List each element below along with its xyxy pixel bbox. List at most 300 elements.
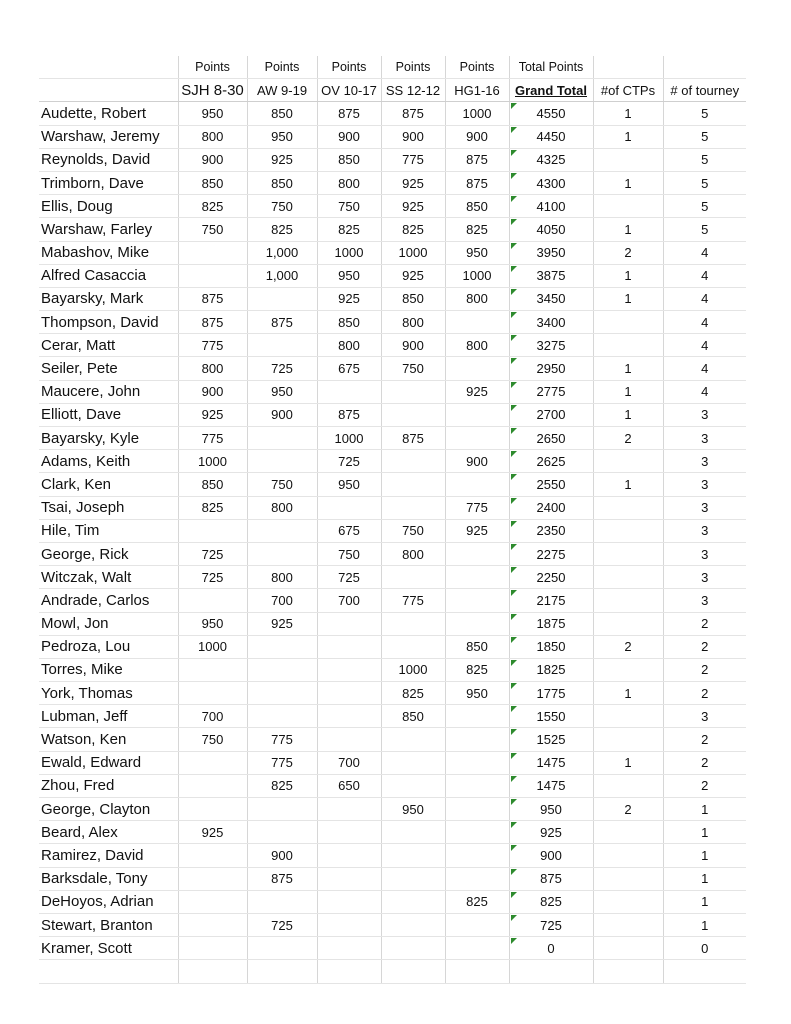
player-name-cell[interactable]: Barksdale, Tony bbox=[39, 867, 178, 890]
ov-points-cell[interactable] bbox=[317, 380, 381, 403]
ss-points-cell[interactable]: 750 bbox=[381, 519, 445, 542]
tourney-count-cell[interactable]: 1 bbox=[663, 844, 746, 867]
grand-total-cell[interactable]: 2550 bbox=[509, 473, 593, 496]
player-name-cell[interactable]: Zhou, Fred bbox=[39, 774, 178, 797]
grand-total-cell[interactable]: 1475 bbox=[509, 751, 593, 774]
aw-points-cell[interactable] bbox=[247, 287, 317, 310]
ov-points-cell[interactable]: 925 bbox=[317, 287, 381, 310]
hg-points-cell[interactable]: 825 bbox=[445, 890, 509, 913]
player-name-cell[interactable]: Bayarsky, Mark bbox=[39, 287, 178, 310]
grand-total-cell[interactable]: 4325 bbox=[509, 148, 593, 171]
grand-total-cell[interactable]: 2350 bbox=[509, 519, 593, 542]
aw-points-cell[interactable]: 800 bbox=[247, 496, 317, 519]
hg-points-cell[interactable] bbox=[445, 427, 509, 450]
ctp-count-cell[interactable] bbox=[593, 334, 663, 357]
aw-points-cell[interactable] bbox=[247, 705, 317, 728]
ov-points-cell[interactable]: 875 bbox=[317, 102, 381, 125]
ss-points-cell[interactable]: 775 bbox=[381, 148, 445, 171]
grand-total-cell[interactable]: 900 bbox=[509, 844, 593, 867]
ss-points-cell[interactable] bbox=[381, 635, 445, 658]
sjh-points-cell[interactable] bbox=[178, 798, 247, 821]
tourney-count-cell[interactable]: 5 bbox=[663, 171, 746, 194]
ctp-count-cell[interactable] bbox=[593, 913, 663, 936]
ov-points-cell[interactable]: 875 bbox=[317, 403, 381, 426]
player-name-cell[interactable]: Adams, Keith bbox=[39, 450, 178, 473]
ctp-count-cell[interactable]: 2 bbox=[593, 241, 663, 264]
empty-cell[interactable] bbox=[663, 960, 746, 983]
ss-points-cell[interactable]: 1000 bbox=[381, 241, 445, 264]
ov-points-cell[interactable] bbox=[317, 913, 381, 936]
ctp-count-cell[interactable]: 1 bbox=[593, 380, 663, 403]
hg-points-cell[interactable] bbox=[445, 913, 509, 936]
aw-points-cell[interactable]: 1,000 bbox=[247, 264, 317, 287]
aw-points-cell[interactable] bbox=[247, 798, 317, 821]
ctp-count-cell[interactable]: 2 bbox=[593, 427, 663, 450]
ov-points-cell[interactable] bbox=[317, 682, 381, 705]
header-points-cell[interactable]: Points bbox=[381, 56, 445, 79]
ss-points-cell[interactable] bbox=[381, 473, 445, 496]
sjh-points-cell[interactable] bbox=[178, 589, 247, 612]
aw-points-cell[interactable]: 950 bbox=[247, 380, 317, 403]
hg-points-cell[interactable]: 900 bbox=[445, 450, 509, 473]
grand-total-cell[interactable]: 950 bbox=[509, 798, 593, 821]
empty-cell[interactable] bbox=[593, 960, 663, 983]
tourney-count-cell[interactable]: 4 bbox=[663, 357, 746, 380]
hg-points-cell[interactable]: 850 bbox=[445, 195, 509, 218]
player-name-cell[interactable]: George, Clayton bbox=[39, 798, 178, 821]
player-name-cell[interactable]: Reynolds, David bbox=[39, 148, 178, 171]
hg-points-cell[interactable] bbox=[445, 751, 509, 774]
player-name-cell[interactable]: Ewald, Edward bbox=[39, 751, 178, 774]
grand-total-cell[interactable]: 3275 bbox=[509, 334, 593, 357]
hg-points-cell[interactable] bbox=[445, 867, 509, 890]
ov-points-cell[interactable] bbox=[317, 635, 381, 658]
column-header-ctp-count[interactable]: #of CTPs bbox=[593, 79, 663, 102]
ss-points-cell[interactable]: 750 bbox=[381, 357, 445, 380]
tourney-count-cell[interactable]: 5 bbox=[663, 148, 746, 171]
ss-points-cell[interactable] bbox=[381, 728, 445, 751]
aw-points-cell[interactable]: 700 bbox=[247, 589, 317, 612]
ov-points-cell[interactable] bbox=[317, 496, 381, 519]
player-name-cell[interactable]: Elliott, Dave bbox=[39, 403, 178, 426]
tourney-count-cell[interactable]: 3 bbox=[663, 473, 746, 496]
ctp-count-cell[interactable]: 1 bbox=[593, 682, 663, 705]
grand-total-cell[interactable]: 825 bbox=[509, 890, 593, 913]
player-name-cell[interactable]: DeHoyos, Adrian bbox=[39, 890, 178, 913]
hg-points-cell[interactable] bbox=[445, 589, 509, 612]
ss-points-cell[interactable] bbox=[381, 566, 445, 589]
tourney-count-cell[interactable]: 4 bbox=[663, 241, 746, 264]
grand-total-cell[interactable]: 1825 bbox=[509, 658, 593, 681]
hg-points-cell[interactable] bbox=[445, 542, 509, 565]
aw-points-cell[interactable]: 800 bbox=[247, 566, 317, 589]
sjh-points-cell[interactable]: 950 bbox=[178, 612, 247, 635]
ss-points-cell[interactable] bbox=[381, 774, 445, 797]
empty-cell[interactable] bbox=[317, 960, 381, 983]
grand-total-cell[interactable]: 2275 bbox=[509, 542, 593, 565]
grand-total-cell[interactable]: 2400 bbox=[509, 496, 593, 519]
tourney-count-cell[interactable]: 4 bbox=[663, 287, 746, 310]
grand-total-cell[interactable]: 725 bbox=[509, 913, 593, 936]
hg-points-cell[interactable] bbox=[445, 473, 509, 496]
ss-points-cell[interactable] bbox=[381, 612, 445, 635]
tourney-count-cell[interactable]: 2 bbox=[663, 774, 746, 797]
ss-points-cell[interactable] bbox=[381, 821, 445, 844]
grand-total-cell[interactable]: 1775 bbox=[509, 682, 593, 705]
ov-points-cell[interactable]: 850 bbox=[317, 148, 381, 171]
player-name-cell[interactable]: Trimborn, Dave bbox=[39, 171, 178, 194]
player-name-cell[interactable]: Lubman, Jeff bbox=[39, 705, 178, 728]
tourney-count-cell[interactable]: 1 bbox=[663, 821, 746, 844]
ctp-count-cell[interactable] bbox=[593, 542, 663, 565]
sjh-points-cell[interactable]: 825 bbox=[178, 195, 247, 218]
sjh-points-cell[interactable] bbox=[178, 751, 247, 774]
ss-points-cell[interactable]: 800 bbox=[381, 542, 445, 565]
aw-points-cell[interactable]: 825 bbox=[247, 774, 317, 797]
ctp-count-cell[interactable]: 1 bbox=[593, 102, 663, 125]
hg-points-cell[interactable] bbox=[445, 705, 509, 728]
hg-points-cell[interactable] bbox=[445, 566, 509, 589]
grand-total-cell[interactable]: 2950 bbox=[509, 357, 593, 380]
player-name-cell[interactable]: Torres, Mike bbox=[39, 658, 178, 681]
ctp-count-cell[interactable] bbox=[593, 589, 663, 612]
sjh-points-cell[interactable]: 900 bbox=[178, 380, 247, 403]
sjh-points-cell[interactable]: 775 bbox=[178, 427, 247, 450]
aw-points-cell[interactable]: 825 bbox=[247, 218, 317, 241]
ctp-count-cell[interactable] bbox=[593, 774, 663, 797]
hg-points-cell[interactable]: 1000 bbox=[445, 102, 509, 125]
header-points-cell[interactable]: Points bbox=[247, 56, 317, 79]
ss-points-cell[interactable] bbox=[381, 496, 445, 519]
sjh-points-cell[interactable] bbox=[178, 867, 247, 890]
aw-points-cell[interactable] bbox=[247, 450, 317, 473]
grand-total-cell[interactable]: 1850 bbox=[509, 635, 593, 658]
ss-points-cell[interactable]: 925 bbox=[381, 264, 445, 287]
hg-points-cell[interactable]: 850 bbox=[445, 635, 509, 658]
tourney-count-cell[interactable]: 4 bbox=[663, 311, 746, 334]
tourney-count-cell[interactable]: 3 bbox=[663, 450, 746, 473]
sjh-points-cell[interactable]: 825 bbox=[178, 496, 247, 519]
sjh-points-cell[interactable]: 700 bbox=[178, 705, 247, 728]
sjh-points-cell[interactable] bbox=[178, 519, 247, 542]
tourney-count-cell[interactable]: 2 bbox=[663, 635, 746, 658]
sjh-points-cell[interactable] bbox=[178, 890, 247, 913]
grand-total-cell[interactable]: 3400 bbox=[509, 311, 593, 334]
ss-points-cell[interactable] bbox=[381, 751, 445, 774]
aw-points-cell[interactable]: 875 bbox=[247, 311, 317, 334]
sjh-points-cell[interactable]: 850 bbox=[178, 473, 247, 496]
ov-points-cell[interactable]: 800 bbox=[317, 171, 381, 194]
player-name-cell[interactable]: Thompson, David bbox=[39, 311, 178, 334]
ss-points-cell[interactable]: 850 bbox=[381, 287, 445, 310]
aw-points-cell[interactable] bbox=[247, 542, 317, 565]
aw-points-cell[interactable]: 925 bbox=[247, 612, 317, 635]
grand-total-cell[interactable]: 2650 bbox=[509, 427, 593, 450]
hg-points-cell[interactable]: 950 bbox=[445, 682, 509, 705]
hg-points-cell[interactable] bbox=[445, 798, 509, 821]
ctp-count-cell[interactable] bbox=[593, 844, 663, 867]
tourney-count-cell[interactable]: 2 bbox=[663, 658, 746, 681]
player-name-cell[interactable]: Mabashov, Mike bbox=[39, 241, 178, 264]
column-header-aw-points[interactable]: AW 9-19 bbox=[247, 79, 317, 102]
player-name-cell[interactable]: Bayarsky, Kyle bbox=[39, 427, 178, 450]
tourney-count-cell[interactable]: 2 bbox=[663, 751, 746, 774]
player-name-cell[interactable]: Warshaw, Farley bbox=[39, 218, 178, 241]
column-header-sjh-points[interactable]: SJH 8-30 bbox=[178, 79, 247, 102]
sjh-points-cell[interactable]: 850 bbox=[178, 171, 247, 194]
grand-total-cell[interactable]: 4300 bbox=[509, 171, 593, 194]
column-header-hg-points[interactable]: HG1-16 bbox=[445, 79, 509, 102]
ov-points-cell[interactable]: 650 bbox=[317, 774, 381, 797]
aw-points-cell[interactable] bbox=[247, 682, 317, 705]
player-name-cell[interactable]: Stewart, Branton bbox=[39, 913, 178, 936]
sjh-points-cell[interactable]: 750 bbox=[178, 728, 247, 751]
ctp-count-cell[interactable] bbox=[593, 728, 663, 751]
sjh-points-cell[interactable]: 775 bbox=[178, 334, 247, 357]
hg-points-cell[interactable] bbox=[445, 774, 509, 797]
tourney-count-cell[interactable]: 3 bbox=[663, 427, 746, 450]
grand-total-cell[interactable]: 2175 bbox=[509, 589, 593, 612]
grand-total-cell[interactable]: 1550 bbox=[509, 705, 593, 728]
aw-points-cell[interactable]: 875 bbox=[247, 867, 317, 890]
tourney-count-cell[interactable]: 3 bbox=[663, 589, 746, 612]
ov-points-cell[interactable]: 750 bbox=[317, 542, 381, 565]
header-points-cell[interactable]: Points bbox=[317, 56, 381, 79]
player-name-cell[interactable]: Watson, Ken bbox=[39, 728, 178, 751]
ss-points-cell[interactable]: 925 bbox=[381, 171, 445, 194]
ctp-count-cell[interactable]: 1 bbox=[593, 751, 663, 774]
grand-total-cell[interactable]: 875 bbox=[509, 867, 593, 890]
aw-points-cell[interactable] bbox=[247, 635, 317, 658]
grand-total-cell[interactable]: 925 bbox=[509, 821, 593, 844]
ov-points-cell[interactable]: 725 bbox=[317, 566, 381, 589]
ctp-count-cell[interactable] bbox=[593, 566, 663, 589]
sjh-points-cell[interactable] bbox=[178, 844, 247, 867]
hg-points-cell[interactable]: 775 bbox=[445, 496, 509, 519]
grand-total-cell[interactable]: 4450 bbox=[509, 125, 593, 148]
aw-points-cell[interactable]: 950 bbox=[247, 125, 317, 148]
ctp-count-cell[interactable]: 1 bbox=[593, 218, 663, 241]
aw-points-cell[interactable] bbox=[247, 519, 317, 542]
ov-points-cell[interactable]: 850 bbox=[317, 311, 381, 334]
player-name-cell[interactable]: Pedroza, Lou bbox=[39, 635, 178, 658]
ss-points-cell[interactable] bbox=[381, 890, 445, 913]
empty-cell[interactable] bbox=[178, 960, 247, 983]
player-name-cell[interactable]: Beard, Alex bbox=[39, 821, 178, 844]
ss-points-cell[interactable]: 925 bbox=[381, 195, 445, 218]
ss-points-cell[interactable]: 875 bbox=[381, 427, 445, 450]
hg-points-cell[interactable] bbox=[445, 357, 509, 380]
header-points-cell[interactable] bbox=[663, 56, 746, 79]
hg-points-cell[interactable]: 1000 bbox=[445, 264, 509, 287]
sjh-points-cell[interactable]: 750 bbox=[178, 218, 247, 241]
player-name-cell[interactable]: Mowl, Jon bbox=[39, 612, 178, 635]
ov-points-cell[interactable] bbox=[317, 867, 381, 890]
tourney-count-cell[interactable]: 5 bbox=[663, 125, 746, 148]
sjh-points-cell[interactable] bbox=[178, 682, 247, 705]
player-name-cell[interactable]: Andrade, Carlos bbox=[39, 589, 178, 612]
ctp-count-cell[interactable] bbox=[593, 937, 663, 960]
aw-points-cell[interactable]: 850 bbox=[247, 102, 317, 125]
aw-points-cell[interactable] bbox=[247, 821, 317, 844]
tourney-count-cell[interactable]: 1 bbox=[663, 890, 746, 913]
ctp-count-cell[interactable]: 1 bbox=[593, 264, 663, 287]
sjh-points-cell[interactable]: 900 bbox=[178, 148, 247, 171]
sjh-points-cell[interactable] bbox=[178, 913, 247, 936]
column-header-tourney-count[interactable]: # of tourney bbox=[663, 79, 746, 102]
sjh-points-cell[interactable] bbox=[178, 241, 247, 264]
header-points-cell[interactable]: Points bbox=[445, 56, 509, 79]
ov-points-cell[interactable] bbox=[317, 728, 381, 751]
grand-total-cell[interactable]: 0 bbox=[509, 937, 593, 960]
ov-points-cell[interactable]: 900 bbox=[317, 125, 381, 148]
ov-points-cell[interactable] bbox=[317, 844, 381, 867]
tourney-count-cell[interactable]: 4 bbox=[663, 264, 746, 287]
ss-points-cell[interactable]: 775 bbox=[381, 589, 445, 612]
hg-points-cell[interactable]: 800 bbox=[445, 334, 509, 357]
hg-points-cell[interactable] bbox=[445, 311, 509, 334]
sjh-points-cell[interactable]: 875 bbox=[178, 287, 247, 310]
tourney-count-cell[interactable]: 2 bbox=[663, 728, 746, 751]
aw-points-cell[interactable] bbox=[247, 658, 317, 681]
aw-points-cell[interactable]: 725 bbox=[247, 357, 317, 380]
ctp-count-cell[interactable] bbox=[593, 867, 663, 890]
ov-points-cell[interactable] bbox=[317, 705, 381, 728]
empty-cell[interactable] bbox=[445, 960, 509, 983]
ss-points-cell[interactable]: 950 bbox=[381, 798, 445, 821]
grand-total-cell[interactable]: 3875 bbox=[509, 264, 593, 287]
header-points-cell[interactable]: Total Points bbox=[509, 56, 593, 79]
ov-points-cell[interactable]: 675 bbox=[317, 357, 381, 380]
aw-points-cell[interactable]: 725 bbox=[247, 913, 317, 936]
hg-points-cell[interactable] bbox=[445, 403, 509, 426]
aw-points-cell[interactable] bbox=[247, 427, 317, 450]
ctp-count-cell[interactable] bbox=[593, 890, 663, 913]
ctp-count-cell[interactable] bbox=[593, 821, 663, 844]
grand-total-cell[interactable]: 3450 bbox=[509, 287, 593, 310]
hg-points-cell[interactable] bbox=[445, 821, 509, 844]
aw-points-cell[interactable]: 925 bbox=[247, 148, 317, 171]
ss-points-cell[interactable]: 900 bbox=[381, 125, 445, 148]
empty-cell[interactable] bbox=[39, 960, 178, 983]
grand-total-cell[interactable]: 2625 bbox=[509, 450, 593, 473]
ctp-count-cell[interactable] bbox=[593, 195, 663, 218]
ctp-count-cell[interactable] bbox=[593, 612, 663, 635]
ov-points-cell[interactable]: 750 bbox=[317, 195, 381, 218]
player-name-cell[interactable]: Ellis, Doug bbox=[39, 195, 178, 218]
hg-points-cell[interactable]: 950 bbox=[445, 241, 509, 264]
aw-points-cell[interactable]: 850 bbox=[247, 171, 317, 194]
player-name-cell[interactable]: Cerar, Matt bbox=[39, 334, 178, 357]
ov-points-cell[interactable] bbox=[317, 821, 381, 844]
aw-points-cell[interactable]: 775 bbox=[247, 728, 317, 751]
aw-points-cell[interactable] bbox=[247, 890, 317, 913]
tourney-count-cell[interactable]: 4 bbox=[663, 380, 746, 403]
ov-points-cell[interactable] bbox=[317, 798, 381, 821]
empty-cell[interactable] bbox=[381, 960, 445, 983]
tourney-count-cell[interactable]: 3 bbox=[663, 403, 746, 426]
ov-points-cell[interactable]: 725 bbox=[317, 450, 381, 473]
player-name-cell[interactable]: Clark, Ken bbox=[39, 473, 178, 496]
aw-points-cell[interactable]: 900 bbox=[247, 844, 317, 867]
sjh-points-cell[interactable]: 950 bbox=[178, 102, 247, 125]
header-points-cell[interactable] bbox=[593, 56, 663, 79]
tourney-count-cell[interactable]: 3 bbox=[663, 519, 746, 542]
ov-points-cell[interactable]: 700 bbox=[317, 589, 381, 612]
tourney-count-cell[interactable]: 5 bbox=[663, 195, 746, 218]
tourney-count-cell[interactable]: 5 bbox=[663, 218, 746, 241]
player-name-cell[interactable]: Witczak, Walt bbox=[39, 566, 178, 589]
ctp-count-cell[interactable]: 2 bbox=[593, 635, 663, 658]
ov-points-cell[interactable] bbox=[317, 658, 381, 681]
hg-points-cell[interactable] bbox=[445, 612, 509, 635]
ov-points-cell[interactable]: 950 bbox=[317, 264, 381, 287]
player-name-cell[interactable]: Seiler, Pete bbox=[39, 357, 178, 380]
hg-points-cell[interactable]: 875 bbox=[445, 148, 509, 171]
hg-points-cell[interactable]: 900 bbox=[445, 125, 509, 148]
ctp-count-cell[interactable]: 1 bbox=[593, 403, 663, 426]
hg-points-cell[interactable] bbox=[445, 728, 509, 751]
tourney-count-cell[interactable]: 3 bbox=[663, 705, 746, 728]
ss-points-cell[interactable]: 825 bbox=[381, 682, 445, 705]
ctp-count-cell[interactable] bbox=[593, 496, 663, 519]
tourney-count-cell[interactable]: 4 bbox=[663, 334, 746, 357]
grand-total-cell[interactable]: 4550 bbox=[509, 102, 593, 125]
sjh-points-cell[interactable] bbox=[178, 774, 247, 797]
tourney-count-cell[interactable]: 2 bbox=[663, 682, 746, 705]
player-name-cell[interactable]: Warshaw, Jeremy bbox=[39, 125, 178, 148]
tourney-count-cell[interactable]: 2 bbox=[663, 612, 746, 635]
hg-points-cell[interactable]: 825 bbox=[445, 658, 509, 681]
grand-total-cell[interactable]: 4100 bbox=[509, 195, 593, 218]
ctp-count-cell[interactable]: 1 bbox=[593, 125, 663, 148]
column-header-ss-points[interactable]: SS 12-12 bbox=[381, 79, 445, 102]
hg-points-cell[interactable] bbox=[445, 937, 509, 960]
hg-points-cell[interactable]: 925 bbox=[445, 380, 509, 403]
ss-points-cell[interactable]: 875 bbox=[381, 102, 445, 125]
player-name-cell[interactable]: George, Rick bbox=[39, 542, 178, 565]
tourney-count-cell[interactable]: 1 bbox=[663, 913, 746, 936]
aw-points-cell[interactable] bbox=[247, 334, 317, 357]
aw-points-cell[interactable] bbox=[247, 937, 317, 960]
sjh-points-cell[interactable]: 800 bbox=[178, 357, 247, 380]
ov-points-cell[interactable]: 825 bbox=[317, 218, 381, 241]
grand-total-cell[interactable]: 2700 bbox=[509, 403, 593, 426]
player-name-cell[interactable]: York, Thomas bbox=[39, 682, 178, 705]
tourney-count-cell[interactable]: 3 bbox=[663, 566, 746, 589]
sjh-points-cell[interactable] bbox=[178, 264, 247, 287]
empty-cell[interactable] bbox=[247, 960, 317, 983]
empty-cell[interactable] bbox=[509, 960, 593, 983]
player-name-cell[interactable]: Tsai, Joseph bbox=[39, 496, 178, 519]
ss-points-cell[interactable] bbox=[381, 913, 445, 936]
player-name-cell[interactable]: Ramirez, David bbox=[39, 844, 178, 867]
column-header-ov-points[interactable]: OV 10-17 bbox=[317, 79, 381, 102]
tourney-count-cell[interactable]: 3 bbox=[663, 542, 746, 565]
ctp-count-cell[interactable] bbox=[593, 705, 663, 728]
ov-points-cell[interactable]: 675 bbox=[317, 519, 381, 542]
tourney-count-cell[interactable]: 1 bbox=[663, 798, 746, 821]
column-header-player-name[interactable] bbox=[39, 79, 178, 102]
ov-points-cell[interactable]: 700 bbox=[317, 751, 381, 774]
ov-points-cell[interactable]: 1000 bbox=[317, 427, 381, 450]
grand-total-cell[interactable]: 2775 bbox=[509, 380, 593, 403]
tourney-count-cell[interactable]: 3 bbox=[663, 496, 746, 519]
sjh-points-cell[interactable]: 925 bbox=[178, 403, 247, 426]
grand-total-cell[interactable]: 1525 bbox=[509, 728, 593, 751]
ov-points-cell[interactable]: 950 bbox=[317, 473, 381, 496]
sjh-points-cell[interactable]: 875 bbox=[178, 311, 247, 334]
